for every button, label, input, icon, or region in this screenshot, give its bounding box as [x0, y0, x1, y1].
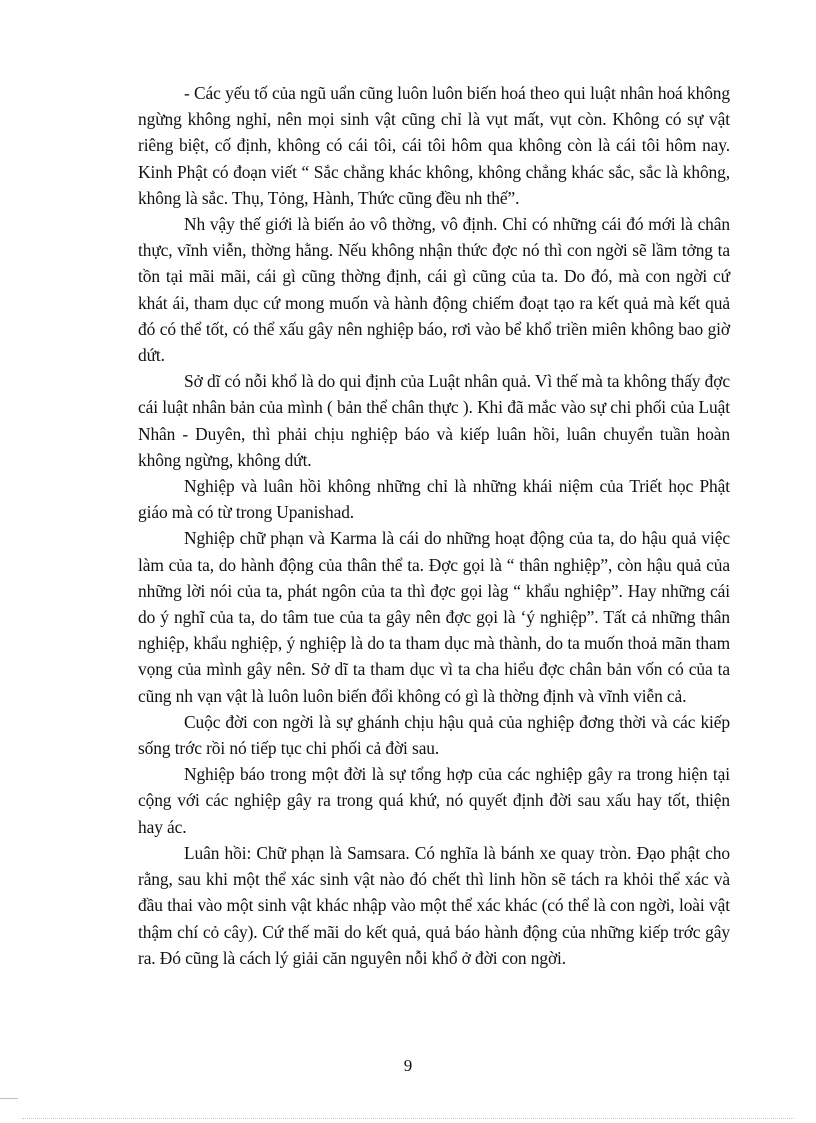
paragraph: Nghiệp chữ phạn và Karma là cái do những hoạt động của ta, do hậu quả việc làm của ta, do hành động của thân thể ta. Đợc gọi là “ thân nghiệp”, còn hậu quả của những lời nói của ta, phát ngôn của ta thì đợc gọi làg “ khẩu nghiệp”. Hay những cái do ý nghĩ của ta, do tâm tue của ta gây nên đợc gọi là ‘ý nghiệp”. Tất cả những thân nghiệp, khẩu nghiệp, ý nghiệp là do ta tham dục mà thành, do ta muốn thoả mãn tham vọng của mình gây nên. Sở dĩ ta tham dục vì ta cha hiểu đợc chân bản vốn có của ta cũng nh vạn vật là luôn luôn biến đổi không có gì là thờng định và vĩnh viễn cả. [138, 528, 730, 706]
paragraph: Nghiệp báo trong một đời là sự tổng hợp của các nghiệp gây ra trong hiện tại cộng với các nghiệp gây ra trong quá khứ, nó quyết định đời sau xấu hay tốt, thiện hay ác. [138, 764, 730, 837]
paragraph: Luân hồi: Chữ phạn là Samsara. Có nghĩa là bánh xe quay tròn. Đạo phật cho rằng, sau khi một thể xác sinh vật nào đó chết thì linh hồn sẽ tách ra khỏi thể xác và đầu thai vào một sinh vật khác nhập vào một thể xác khác (có thể là con ngời, loài vật thậm chí cỏ cây). Cứ thế mãi do kết quả, quả báo hành động của những kiếp trớc gây ra. Đó cũng là cách lý giải căn nguyên nỗi khổ ở đời con ngời. [138, 842, 730, 968]
footer-divider [22, 1118, 794, 1119]
page-number: 9 [403, 1056, 413, 1075]
paragraph: Cuộc đời con ngời là sự ghánh chịu hậu quả của nghiệp đơng thời và các kiếp sống trớc rồi nó tiếp tục chi phối cả đời sau. [138, 711, 730, 759]
paragraph: - Các yếu tố của ngũ uẩn cũng luôn luôn biến hoá theo qui luật nhân hoá không ngừng không nghỉ, nên mọi sinh vật cũng chỉ là vụt mất, vụt còn. Không có sự vật riêng biệt, cố định, không có cái tôi, cái tôi hôm qua không còn là cái tôi hôm nay. Kinh Phật có đoạn viết “ Sắc chẳng khác không, không chẳng khác sắc, sắc là không, không là sắc. Thụ, Tỏng, Hành, Thức cũng đều nh thế”. [138, 83, 730, 208]
margin-mark [0, 1098, 18, 1099]
paragraph: Nh vậy thế giới là biến ảo vô thờng, vô định. Chỉ có những cái đó mới là chân thực, vĩnh viễn, thờng hằng. Nếu không nhận thức đợc nó thì con ngời sẽ lầm tởng ta tồn tại mãi mãi, cái gì cũng thờng định, cái gì cũng của ta. Do đó, mà con ngời cứ khát ái, tham dục cứ mong muốn và hành động chiếm đoạt tạo ra kết quả mà kết quả đó có thể tốt, có thể xấu gây nên nghiệp báo, rơi vào bể khổ triền miên không bao giờ dứt. [138, 214, 730, 366]
paragraph: Sở dĩ có nỗi khổ là do qui định của Luật nhân quả. Vì thế mà ta không thấy đợc cái luật nhân bản của mình ( bản thể chân thực ). Khi đã mắc vào sự chi phối của Luật Nhân - Duyên, thì phải chịu nghiệp báo và kiếp luân hồi, luân chuyển tuần hoàn không ngừng, không dứt. [138, 371, 730, 470]
paragraph: Nghiệp và luân hồi không những chỉ là những khái niệm của Triết học Phật giáo mà có từ trong Upanishad. [138, 476, 730, 523]
body-text [138, 80, 730, 971]
